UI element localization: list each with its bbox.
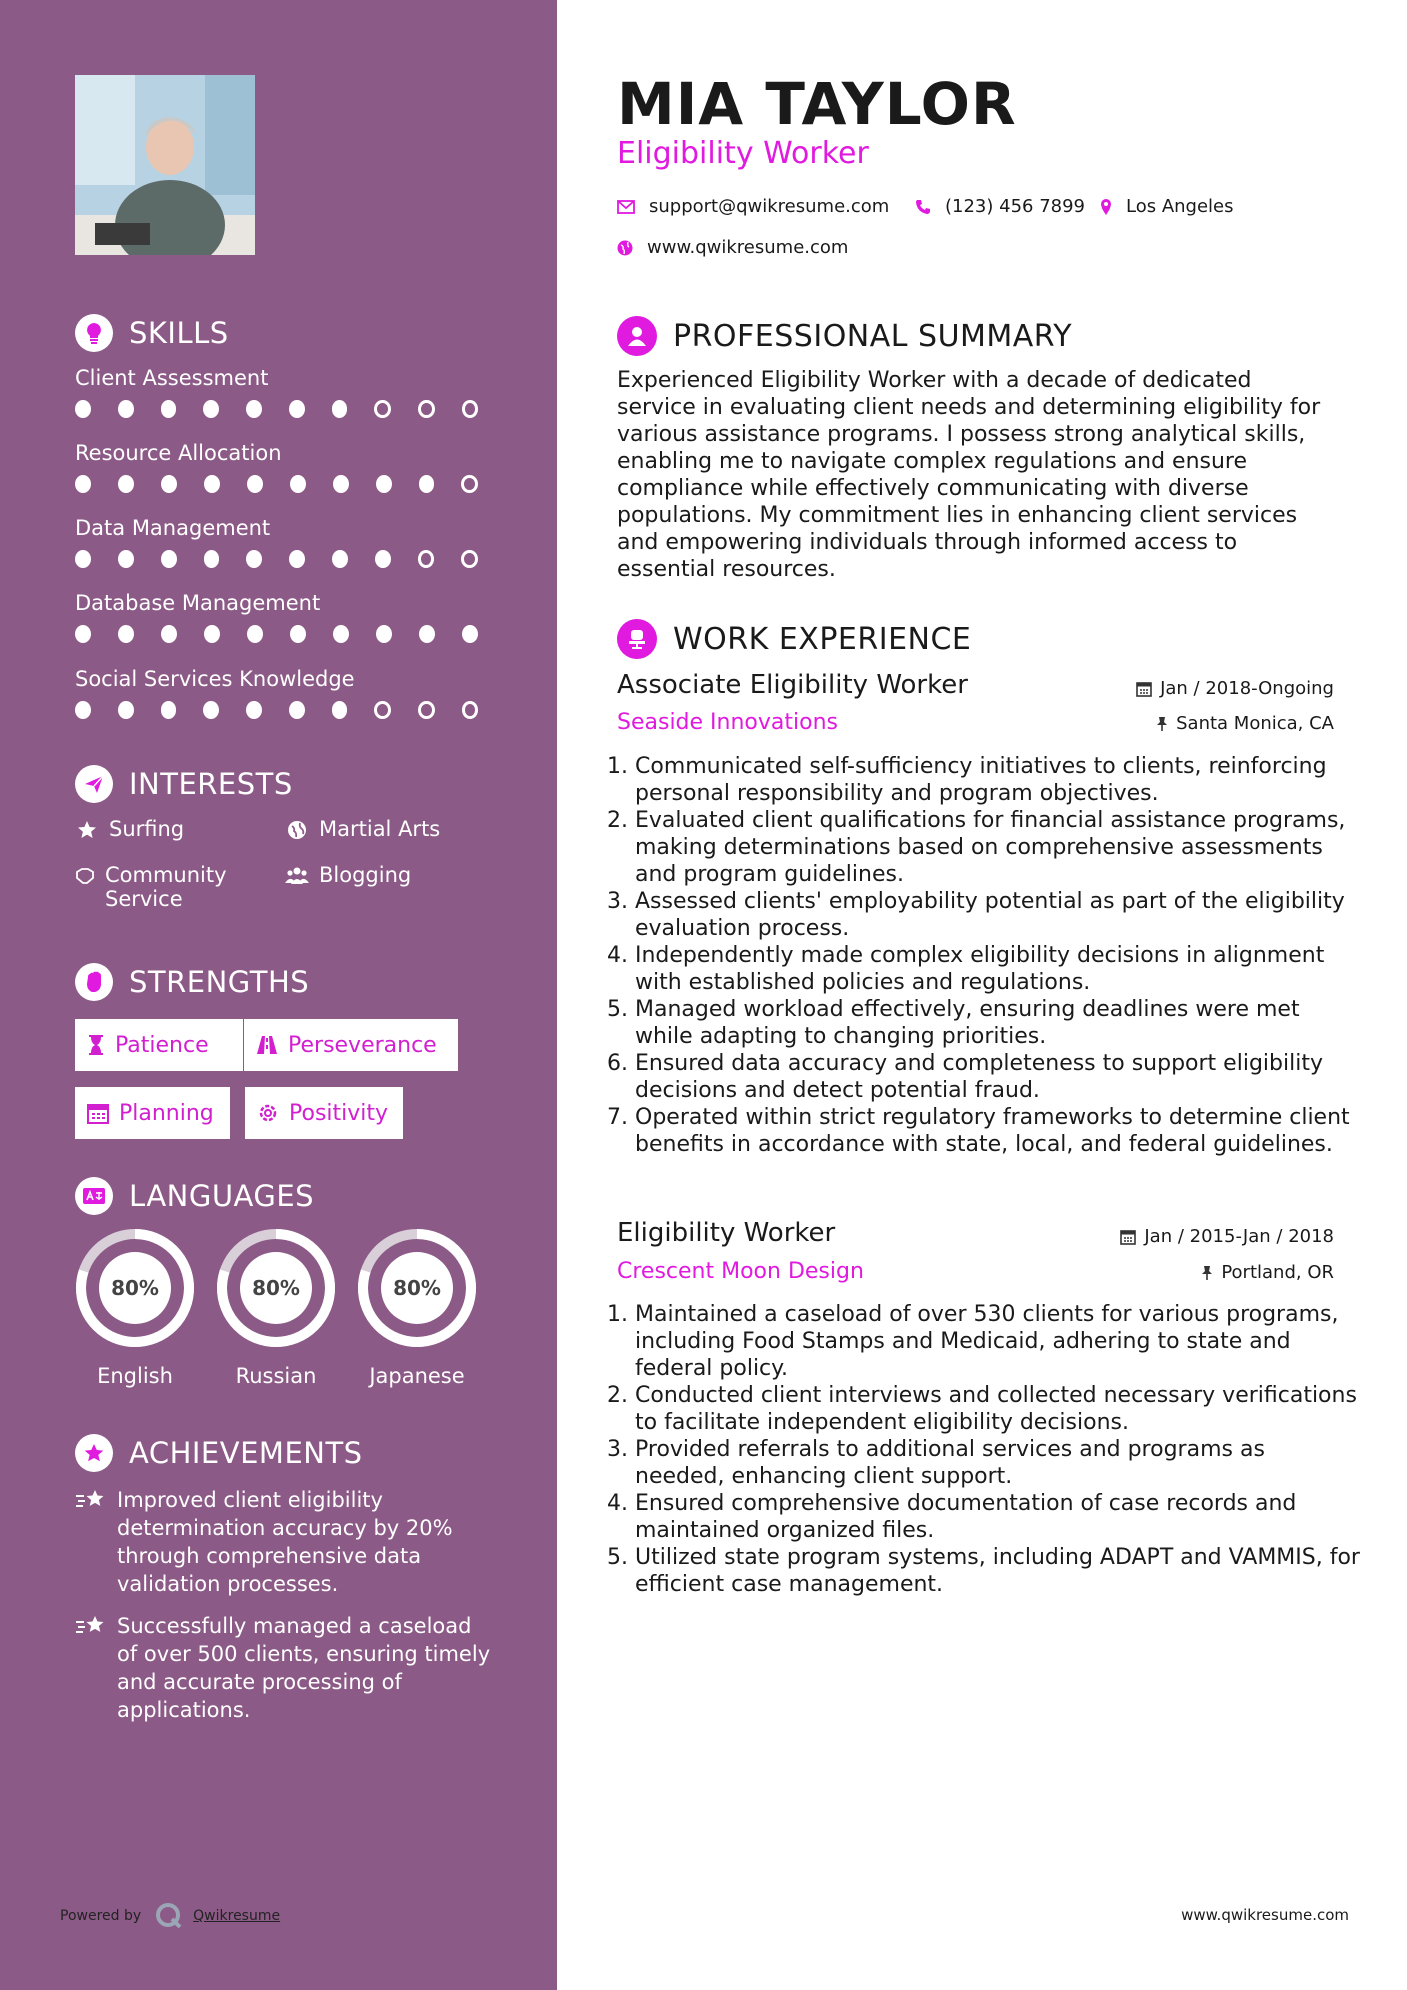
- skill-name: Data Management: [75, 516, 271, 540]
- rating-dot: [419, 475, 435, 493]
- rating-dot: [332, 400, 348, 418]
- languages-title: LANGUAGES: [129, 1179, 315, 1213]
- job-title: Associate Eligibility Worker: [617, 670, 968, 700]
- language-percent: 80%: [111, 1276, 159, 1300]
- lightbulb-icon: [75, 314, 113, 352]
- gear-icon: [257, 1102, 279, 1124]
- powered-by: Powered by Qwikresume: [60, 1902, 280, 1930]
- job-bullet: 5. Utilized state program systems, including ADAPT and VAMMIS, for efficient case management.: [635, 1544, 1360, 1598]
- briefcase-chair-icon: [617, 619, 657, 659]
- skill-rating: [75, 625, 505, 643]
- strength-tag: Patience: [75, 1019, 243, 1071]
- rating-dot: [118, 400, 134, 418]
- rating-dot: [375, 550, 391, 568]
- star-badge-icon: [75, 1434, 113, 1472]
- rating-dot: [75, 550, 91, 568]
- rating-dot: [418, 550, 435, 568]
- skill-rating: [75, 475, 505, 493]
- language-percent: 80%: [252, 1276, 300, 1300]
- rating-dot: [418, 701, 435, 719]
- skill-name: Database Management: [75, 591, 321, 615]
- job-bullets: [617, 753, 1360, 1158]
- rating-dot: [161, 400, 177, 418]
- skill-item: [75, 366, 505, 418]
- rating-dot: [462, 400, 479, 418]
- achievement-item: Successfully managed a caseload of over 500 clients, ensuring timely and accurate processing of applications.: [75, 1612, 495, 1724]
- rating-dot: [246, 701, 262, 719]
- rating-dot: [289, 701, 305, 719]
- job-bullet: 5. Managed workload effectively, ensuring deadlines were met while adapting to changing priorities.: [635, 996, 1360, 1050]
- language-ring: [355, 1226, 479, 1350]
- user-icon: [617, 316, 657, 356]
- rating-dot: [376, 475, 392, 493]
- rating-dot: [332, 701, 348, 719]
- job-dates: Jan / 2018-Ongoing: [1136, 678, 1334, 699]
- map-pin-icon: [1100, 198, 1112, 216]
- job-company: Seaside Innovations: [617, 710, 838, 735]
- languages-header: [75, 1177, 314, 1215]
- strengths-header: [75, 963, 309, 1001]
- job-bullets: [617, 1301, 1360, 1598]
- job-location: Portland, OR: [1201, 1262, 1334, 1283]
- rating-dot: [376, 625, 392, 643]
- job-title: Eligibility Worker: [617, 1218, 836, 1248]
- interests-header: [75, 765, 293, 803]
- rating-dot: [246, 400, 262, 418]
- rating-dot: [161, 701, 177, 719]
- strength-tag: Perseverance: [244, 1019, 458, 1071]
- job-bullet: 2. Evaluated client qualifications for financial assistance programs, making determinations based on comprehensive assessments and program guidelines.: [635, 807, 1360, 888]
- pushpin-icon: [1201, 1265, 1213, 1281]
- language-icon: [75, 1177, 113, 1215]
- rating-dot: [332, 550, 348, 568]
- job-bullet: 2. Conducted client interviews and collected necessary verifications to facilitate independent eligibility decisions.: [635, 1382, 1360, 1436]
- skill-item: [75, 667, 505, 719]
- users-icon: [285, 863, 309, 886]
- calendar-icon: [1120, 1229, 1136, 1245]
- job-bullet: 4. Independently made complex eligibility decisions in alignment with established policies and regulations.: [635, 942, 1360, 996]
- skill-name: Social Services Knowledge: [75, 667, 355, 691]
- language-item: [355, 1226, 479, 1388]
- rating-dot: [118, 701, 134, 719]
- rating-dot: [333, 475, 349, 493]
- language-item: [214, 1226, 338, 1388]
- calendar-icon: [1136, 681, 1152, 697]
- rating-dot: [75, 475, 91, 493]
- rating-dot: [204, 550, 220, 568]
- envelope-icon: [617, 200, 635, 214]
- hourglass-icon: [87, 1034, 105, 1056]
- strength-tag: Planning: [75, 1087, 230, 1139]
- language-percent: 80%: [393, 1276, 441, 1300]
- job-bullet: 3. Assessed clients' employability potential as part of the eligibility evaluation process.: [635, 888, 1360, 942]
- footer-url[interactable]: www.qwikresume.com: [1181, 1906, 1349, 1924]
- rating-dot: [461, 550, 478, 568]
- rating-dot: [161, 475, 177, 493]
- rating-dot: [247, 625, 263, 643]
- achievements-header: [75, 1434, 363, 1472]
- rating-dot: [289, 400, 305, 418]
- language-name: Russian: [235, 1364, 317, 1388]
- skill-item: [75, 591, 505, 643]
- handshake-icon: [75, 863, 95, 886]
- contact-email[interactable]: support@qwikresume.com: [617, 196, 889, 217]
- rating-dot: [118, 475, 134, 493]
- profile-photo: [75, 75, 255, 255]
- rating-dot: [203, 400, 219, 418]
- skills-header: [75, 314, 229, 352]
- skill-rating: [75, 550, 505, 568]
- interest-item: Blogging: [285, 863, 411, 887]
- contact-location: Los Angeles: [1100, 196, 1234, 217]
- summary-text: Experienced Eligibility Worker with a decade of dedicated service in evaluating client needs and determining eligibility for various assistance programs. I possess strong analytical skills, enabling me to navigate complex regulations and ensure compliance while effectively communicating with diverse populations. My commitment lies in enhancing client services and empowering individuals through informed access to essential resources.: [617, 368, 1321, 582]
- experience-header: [617, 619, 971, 659]
- rating-dot: [419, 625, 435, 643]
- globe-icon: [285, 817, 309, 840]
- rating-dot: [462, 625, 478, 643]
- rating-dot: [75, 400, 91, 418]
- experience-title: WORK EXPERIENCE: [673, 621, 972, 657]
- rating-dot: [418, 400, 435, 418]
- language-name: Japanese: [369, 1364, 465, 1388]
- rating-dot: [374, 400, 391, 418]
- skill-name: Resource Allocation: [75, 441, 282, 465]
- globe-icon: [617, 240, 633, 256]
- candidate-name: MIA TAYLOR: [617, 70, 1017, 138]
- language-name: English: [97, 1364, 173, 1388]
- language-item: [73, 1226, 197, 1388]
- rating-dot: [246, 550, 262, 568]
- candidate-role: Eligibility Worker: [617, 136, 869, 171]
- shooting-star-icon: [75, 1612, 107, 1645]
- rating-dot: [374, 701, 391, 719]
- shooting-star-icon: [75, 1486, 107, 1519]
- job-bullet: 7. Operated within strict regulatory frameworks to determine client benefits in accordance with state, local, and federal guidelines.: [635, 1104, 1360, 1158]
- job-bullet: 4. Ensured comprehensive documentation of case records and maintained organized files.: [635, 1490, 1360, 1544]
- job-bullet: 1. Communicated self-sufficiency initiatives to clients, reinforcing personal responsibility and program objectives.: [635, 753, 1360, 807]
- skills-title: SKILLS: [129, 316, 229, 350]
- skill-item: [75, 516, 505, 568]
- achievement-item: Improved client eligibility determination accuracy by 20% through comprehensive data validation processes.: [75, 1486, 495, 1598]
- pushpin-icon: [1156, 716, 1168, 732]
- rating-dot: [161, 550, 177, 568]
- rating-dot: [204, 475, 220, 493]
- skill-rating: [75, 400, 505, 418]
- star-icon: [75, 817, 99, 840]
- summary-header: [617, 316, 1072, 356]
- rating-dot: [204, 625, 220, 643]
- strengths-title: STRENGTHS: [129, 965, 310, 999]
- brand-link[interactable]: Qwikresume: [193, 1908, 281, 1924]
- rating-dot: [462, 701, 479, 719]
- rating-dot: [75, 625, 91, 643]
- rating-dot: [161, 625, 177, 643]
- rating-dot: [289, 550, 305, 568]
- skill-item: [75, 441, 505, 493]
- rating-dot: [118, 625, 134, 643]
- job-company: Crescent Moon Design: [617, 1259, 864, 1284]
- strength-tag: Positivity: [245, 1087, 403, 1139]
- rating-dot: [247, 475, 263, 493]
- interest-item: Surfing: [75, 817, 184, 841]
- calendar-icon: [87, 1102, 109, 1124]
- language-ring: [214, 1226, 338, 1350]
- job-location: Santa Monica, CA: [1156, 713, 1334, 734]
- interest-item: Martial Arts: [285, 817, 440, 841]
- brand-logo-icon: [155, 1902, 183, 1930]
- job-bullet: 3. Provided referrals to additional services and programs as needed, enhancing client support.: [635, 1436, 1360, 1490]
- skill-name: Client Assessment: [75, 366, 269, 390]
- sidebar: [0, 0, 557, 1990]
- interests-title: INTERESTS: [129, 767, 293, 801]
- rating-dot: [461, 475, 478, 493]
- interest-item: Community Service: [75, 863, 255, 911]
- job-dates: Jan / 2015-Jan / 2018: [1120, 1226, 1334, 1247]
- road-icon: [256, 1035, 278, 1055]
- fist-icon: [75, 963, 113, 1001]
- rating-dot: [75, 701, 91, 719]
- rating-dot: [118, 550, 134, 568]
- rating-dot: [290, 625, 306, 643]
- skill-rating: [75, 701, 505, 719]
- summary-title: PROFESSIONAL SUMMARY: [673, 318, 1073, 354]
- job-bullet: 6. Ensured data accuracy and completeness to support eligibility decisions and detect potential fraud.: [635, 1050, 1360, 1104]
- rating-dot: [290, 475, 306, 493]
- achievements-title: ACHIEVEMENTS: [129, 1436, 363, 1470]
- rating-dot: [333, 625, 349, 643]
- job-bullet: 1. Maintained a caseload of over 530 clients for various programs, including Food Stamps and Medicaid, adhering to state and federal policy.: [635, 1301, 1360, 1382]
- contact-phone[interactable]: (123) 456 7899: [915, 196, 1085, 217]
- language-ring: [73, 1226, 197, 1350]
- phone-icon: [915, 199, 931, 215]
- paper-plane-icon: [75, 765, 113, 803]
- rating-dot: [203, 701, 219, 719]
- contact-website[interactable]: www.qwikresume.com: [617, 237, 848, 258]
